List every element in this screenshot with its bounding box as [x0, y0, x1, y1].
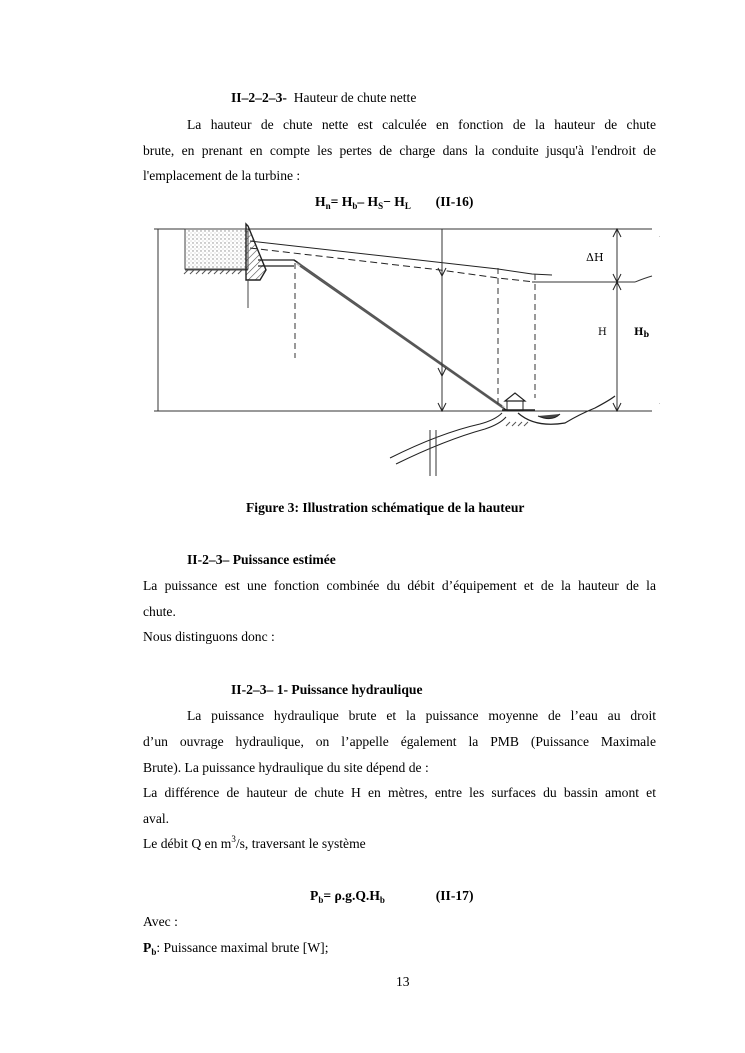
paragraph-line: brute, en prenant en compte les pertes de charge dans la conduite jusqu'à l'endroit de [143, 143, 656, 158]
equation-number: (II-17) [435, 888, 474, 903]
paragraph-line: La puissance hydraulique brute et la puissance moyenne de l’eau au droit [187, 708, 656, 723]
delta-h-label: ΔH [586, 251, 604, 264]
figure-caption: Figure 3: Illustration schématique de la hauteur [246, 500, 525, 515]
subsection-heading: II-2–3– 1- Puissance hydraulique [231, 682, 423, 697]
paragraph-line: Nous distinguons donc : [143, 629, 275, 644]
equation-ii-16: $H_n= H_b-$ $H_S- H_L$ (II-16) [315, 194, 474, 211]
paragraph-line: Brute). La puissance hydraulique du site dépend de : [143, 760, 429, 775]
paragraph-line: La différence de hauteur de chute H en mètres, entre les surfaces du bassin amont et [143, 785, 656, 800]
page-number: 13 [396, 974, 410, 989]
subsection-number: II–2–2–3- [231, 90, 287, 105]
equation-ii-17: $P_b= \rho.g.Q.H_b$ (II-17) [310, 888, 474, 905]
subsection-heading [231, 90, 416, 106]
paragraph-line: La puissance est une fonction combinée du débit d’équipement et de la hauteur de la [143, 578, 656, 593]
equation-number: (II-16) [435, 194, 474, 209]
paragraph-line: d’un ouvrage hydraulique, on l’appelle également la PMB (Puissance Maximale [143, 734, 656, 749]
definition-pb: $P_b$: Puissance maximal brute [W]; [143, 940, 329, 957]
hb-label: $H_b$ [634, 327, 650, 339]
paragraph-line: La hauteur de chute nette est calculée en fonction de la hauteur de chute [187, 117, 656, 132]
upstream-reservoir [185, 229, 248, 269]
paragraph-line: chute. [143, 604, 176, 619]
paragraph-line: l'emplacement de la turbine : [143, 168, 301, 183]
subsection-title: Hauteur de chute nette [293, 90, 417, 105]
section-heading: II-2–3– Puissance estimée [187, 552, 336, 567]
h-label: H [598, 327, 607, 338]
paragraph-line: aval. [143, 811, 170, 826]
paragraph-line: Le débit Q en $m^3/s$, traversant le système [143, 834, 366, 851]
dam [246, 224, 266, 280]
hydraulic-head-diagram [140, 218, 660, 483]
avec-label: Avec : [143, 914, 178, 929]
